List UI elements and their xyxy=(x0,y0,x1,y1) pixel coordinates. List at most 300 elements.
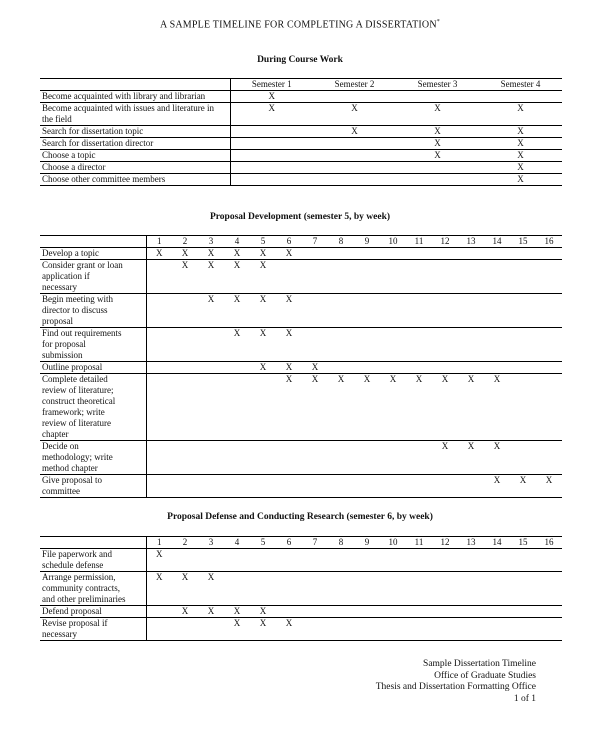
proposal-dev-row xyxy=(40,248,562,260)
proposal-dev-cell-mark: X xyxy=(432,374,458,441)
proposal-dev-cell-mark xyxy=(354,441,380,475)
proposal-dev-cell-mark xyxy=(146,294,172,328)
proposal-dev-cell-mark xyxy=(328,248,354,260)
proposal-defense-cell-mark: X xyxy=(172,606,198,618)
proposal-dev-cell-mark: X xyxy=(458,441,484,475)
coursework-row-label: Choose other committee members xyxy=(40,174,230,186)
proposal-defense-cell-mark xyxy=(380,618,406,641)
coursework-row xyxy=(40,103,562,126)
coursework-cell-mark xyxy=(396,91,479,103)
coursework-header-blank xyxy=(40,79,230,91)
proposal-defense-cell-mark: X xyxy=(250,618,276,641)
proposal-dev-cell-mark xyxy=(510,328,536,362)
proposal-dev-column-header: 7 xyxy=(302,236,328,248)
proposal-defense-cell-mark xyxy=(328,549,354,572)
proposal-dev-column-header: 15 xyxy=(510,236,536,248)
proposal-defense-cell-mark xyxy=(276,572,302,606)
proposal-dev-cell-mark: X xyxy=(380,374,406,441)
proposal-dev-cell-mark: X xyxy=(198,294,224,328)
proposal-dev-cell-mark xyxy=(380,441,406,475)
proposal-defense-cell-mark xyxy=(328,572,354,606)
proposal-dev-cell-mark xyxy=(172,362,198,374)
proposal-defense-header-blank xyxy=(40,537,146,549)
proposal-dev-cell-mark xyxy=(484,260,510,294)
proposal-dev-cell-mark xyxy=(198,328,224,362)
proposal-defense-column-header: 9 xyxy=(354,537,380,549)
proposal-dev-cell-mark xyxy=(302,475,328,498)
proposal-dev-cell-mark xyxy=(328,362,354,374)
coursework-header-row xyxy=(40,79,562,91)
proposal-defense-cell-mark xyxy=(406,618,432,641)
proposal-dev-cell-mark: X xyxy=(224,294,250,328)
coursework-cell-mark xyxy=(313,91,396,103)
proposal-defense-cell-mark: X xyxy=(224,606,250,618)
proposal-dev-cell-mark: X xyxy=(510,475,536,498)
proposal-defense-column-header: 10 xyxy=(380,537,406,549)
proposal-dev-cell-mark: X xyxy=(250,248,276,260)
footer-line-2: Office of Graduate Studies xyxy=(434,670,536,681)
proposal-defense-cell-mark xyxy=(432,572,458,606)
proposal-dev-cell-mark xyxy=(406,260,432,294)
proposal-defense-row-label: Arrange permission, community contracts, and other preliminaries xyxy=(40,572,146,606)
proposal-dev-cell-mark xyxy=(510,260,536,294)
proposal-defense-column-header: 7 xyxy=(302,537,328,549)
proposal-dev-column-header: 8 xyxy=(328,236,354,248)
proposal-dev-cell-mark: X xyxy=(276,294,302,328)
proposal-defense-cell-mark xyxy=(484,549,510,572)
proposal-defense-cell-mark xyxy=(328,606,354,618)
proposal-defense-cell-mark xyxy=(510,572,536,606)
proposal-dev-cell-mark xyxy=(484,362,510,374)
proposal-dev-cell-mark xyxy=(380,362,406,374)
proposal-defense-column-header: 16 xyxy=(536,537,562,549)
proposal-dev-cell-mark xyxy=(458,362,484,374)
proposal-defense-row-label: File paperwork and schedule defense xyxy=(40,549,146,572)
proposal-dev-cell-mark: X xyxy=(328,374,354,441)
proposal-defense-column-header: 12 xyxy=(432,537,458,549)
proposal-dev-column-header: 3 xyxy=(198,236,224,248)
coursework-column-header: Semester 3 xyxy=(396,79,479,91)
proposal-defense-table xyxy=(40,536,562,641)
proposal-dev-row-label: Give proposal to committee xyxy=(40,475,146,498)
proposal-dev-cell-mark xyxy=(302,294,328,328)
proposal-dev-cell-mark xyxy=(432,475,458,498)
proposal-dev-row-label: Begin meeting with director to discuss proposal xyxy=(40,294,146,328)
coursework-cell-mark xyxy=(396,174,479,186)
proposal-dev-cell-mark: X xyxy=(276,362,302,374)
coursework-cell-mark: X xyxy=(396,138,479,150)
proposal-dev-column-header: 10 xyxy=(380,236,406,248)
proposal-defense-cell-mark xyxy=(354,549,380,572)
coursework-cell-mark: X xyxy=(479,138,562,150)
proposal-dev-cell-mark xyxy=(536,374,562,441)
proposal-dev-cell-mark: X xyxy=(354,374,380,441)
proposal-defense-cell-mark xyxy=(172,549,198,572)
proposal-defense-column-header: 3 xyxy=(198,537,224,549)
proposal-defense-column-header: 11 xyxy=(406,537,432,549)
coursework-cell-mark xyxy=(313,162,396,174)
proposal-dev-row xyxy=(40,475,562,498)
proposal-dev-cell-mark xyxy=(458,260,484,294)
proposal-defense-row xyxy=(40,618,562,641)
proposal-defense-cell-mark xyxy=(536,618,562,641)
footer-line-3: Thesis and Dissertation Formatting Office xyxy=(375,682,536,693)
proposal-dev-column-header: 2 xyxy=(172,236,198,248)
coursework-table xyxy=(40,78,562,186)
coursework-cell-mark: X xyxy=(479,126,562,138)
coursework-row-label: Choose a director xyxy=(40,162,230,174)
proposal-defense-cell-mark xyxy=(224,549,250,572)
proposal-defense-cell-mark xyxy=(510,606,536,618)
proposal-dev-cell-mark xyxy=(276,441,302,475)
proposal-dev-column-header: 6 xyxy=(276,236,302,248)
coursework-cell-mark: X xyxy=(396,103,479,126)
coursework-cell-mark xyxy=(313,138,396,150)
proposal-dev-cell-mark xyxy=(146,328,172,362)
proposal-dev-cell-mark: X xyxy=(484,475,510,498)
coursework-row xyxy=(40,91,562,103)
proposal-defense-cell-mark xyxy=(224,572,250,606)
proposal-dev-cell-mark xyxy=(198,362,224,374)
proposal-dev-row xyxy=(40,362,562,374)
proposal-dev-cell-mark xyxy=(432,294,458,328)
proposal-defense-row-label: Defend proposal xyxy=(40,606,146,618)
document-title xyxy=(0,19,600,30)
coursework-cell-mark xyxy=(230,162,313,174)
coursework-column-header: Semester 4 xyxy=(479,79,562,91)
proposal-dev-row xyxy=(40,294,562,328)
proposal-defense-row xyxy=(40,606,562,618)
proposal-dev-cell-mark xyxy=(484,294,510,328)
proposal-dev-cell-mark: X xyxy=(536,475,562,498)
proposal-dev-cell-mark xyxy=(432,260,458,294)
proposal-defense-cell-mark xyxy=(250,572,276,606)
proposal-dev-cell-mark xyxy=(510,362,536,374)
title-footnote-mark: * xyxy=(436,19,440,25)
proposal-dev-cell-mark: X xyxy=(250,294,276,328)
proposal-defense-cell-mark xyxy=(276,606,302,618)
proposal-dev-cell-mark xyxy=(302,260,328,294)
coursework-cell-mark: X xyxy=(230,91,313,103)
proposal-dev-cell-mark xyxy=(250,441,276,475)
footer-page-number: 1 of 1 xyxy=(513,693,536,704)
proposal-dev-column-header: 16 xyxy=(536,236,562,248)
proposal-dev-cell-mark: X xyxy=(276,248,302,260)
proposal-dev-cell-mark xyxy=(536,441,562,475)
coursework-row-label: Become acquainted with issues and literature in the field xyxy=(40,103,230,126)
proposal-dev-cell-mark xyxy=(172,374,198,441)
proposal-dev-header-blank xyxy=(40,236,146,248)
coursework-cell-mark xyxy=(479,91,562,103)
proposal-defense-cell-mark xyxy=(250,549,276,572)
proposal-dev-cell-mark xyxy=(458,248,484,260)
coursework-row-label: Search for dissertation topic xyxy=(40,126,230,138)
proposal-defense-cell-mark: X xyxy=(224,618,250,641)
proposal-dev-cell-mark xyxy=(328,294,354,328)
proposal-dev-cell-mark xyxy=(146,441,172,475)
proposal-dev-cell-mark xyxy=(224,441,250,475)
coursework-cell-mark xyxy=(230,150,313,162)
proposal-dev-cell-mark xyxy=(536,260,562,294)
coursework-cell-mark xyxy=(313,174,396,186)
proposal-defense-cell-mark xyxy=(510,618,536,641)
proposal-defense-row xyxy=(40,572,562,606)
proposal-defense-cell-mark xyxy=(406,572,432,606)
proposal-defense-column-header: 6 xyxy=(276,537,302,549)
proposal-defense-cell-mark xyxy=(354,606,380,618)
proposal-defense-cell-mark xyxy=(510,549,536,572)
proposal-dev-cell-mark: X xyxy=(224,248,250,260)
proposal-dev-cell-mark xyxy=(328,260,354,294)
proposal-dev-cell-mark: X xyxy=(224,260,250,294)
proposal-dev-cell-mark xyxy=(302,328,328,362)
coursework-row xyxy=(40,174,562,186)
proposal-dev-row xyxy=(40,441,562,475)
proposal-defense-cell-mark xyxy=(458,572,484,606)
proposal-dev-row-label: Decide on methodology; write method chapter xyxy=(40,441,146,475)
proposal-defense-cell-mark xyxy=(380,606,406,618)
proposal-defense-column-header: 13 xyxy=(458,537,484,549)
proposal-dev-header-row xyxy=(40,236,562,248)
proposal-defense-cell-mark xyxy=(146,618,172,641)
proposal-defense-column-header: 5 xyxy=(250,537,276,549)
proposal-defense-cell-mark xyxy=(432,606,458,618)
proposal-dev-cell-mark xyxy=(536,362,562,374)
proposal-defense-cell-mark xyxy=(354,618,380,641)
proposal-dev-cell-mark xyxy=(198,374,224,441)
proposal-dev-cell-mark xyxy=(302,248,328,260)
coursework-cell-mark: X xyxy=(313,126,396,138)
proposal-defense-cell-mark: X xyxy=(198,572,224,606)
coursework-column-header: Semester 1 xyxy=(230,79,313,91)
footer-block xyxy=(376,659,536,705)
proposal-dev-cell-mark xyxy=(354,328,380,362)
proposal-defense-cell-mark xyxy=(458,549,484,572)
proposal-dev-cell-mark xyxy=(536,248,562,260)
proposal-defense-cell-mark xyxy=(536,606,562,618)
proposal-dev-cell-mark xyxy=(172,441,198,475)
proposal-dev-row-label: Outline proposal xyxy=(40,362,146,374)
proposal-defense-cell-mark xyxy=(302,606,328,618)
proposal-dev-cell-mark xyxy=(328,328,354,362)
proposal-defense-cell-mark xyxy=(302,549,328,572)
proposal-dev-cell-mark: X xyxy=(484,441,510,475)
proposal-defense-column-header: 8 xyxy=(328,537,354,549)
proposal-dev-cell-mark: X xyxy=(302,362,328,374)
coursework-cell-mark: X xyxy=(479,174,562,186)
proposal-dev-cell-mark: X xyxy=(198,248,224,260)
proposal-defense-cell-mark xyxy=(198,549,224,572)
coursework-row xyxy=(40,150,562,162)
proposal-defense-cell-mark xyxy=(406,549,432,572)
proposal-dev-cell-mark xyxy=(328,441,354,475)
coursework-row xyxy=(40,138,562,150)
proposal-dev-cell-mark xyxy=(224,374,250,441)
proposal-defense-cell-mark xyxy=(354,572,380,606)
proposal-dev-cell-mark xyxy=(510,374,536,441)
proposal-dev-cell-mark xyxy=(172,294,198,328)
proposal-defense-cell-mark: X xyxy=(146,572,172,606)
proposal-defense-cell-mark xyxy=(198,618,224,641)
proposal-dev-cell-mark xyxy=(354,260,380,294)
coursework-row-label: Become acquainted with library and librarian xyxy=(40,91,230,103)
proposal-dev-column-header: 5 xyxy=(250,236,276,248)
proposal-dev-row-label: Develop a topic xyxy=(40,248,146,260)
proposal-dev-cell-mark xyxy=(458,475,484,498)
proposal-defense-cell-mark: X xyxy=(198,606,224,618)
coursework-cell-mark: X xyxy=(396,150,479,162)
proposal-dev-cell-mark xyxy=(510,441,536,475)
proposal-dev-cell-mark xyxy=(354,294,380,328)
proposal-defense-cell-mark xyxy=(380,572,406,606)
proposal-dev-cell-mark xyxy=(354,248,380,260)
proposal-defense-row-label: Revise proposal if necessary xyxy=(40,618,146,641)
coursework-row xyxy=(40,126,562,138)
proposal-dev-cell-mark: X xyxy=(224,328,250,362)
proposal-dev-cell-mark xyxy=(328,475,354,498)
proposal-dev-cell-mark xyxy=(250,475,276,498)
proposal-defense-cell-mark xyxy=(536,572,562,606)
coursework-cell-mark: X xyxy=(230,103,313,126)
proposal-defense-cell-mark xyxy=(432,618,458,641)
proposal-dev-column-header: 1 xyxy=(146,236,172,248)
proposal-dev-table xyxy=(40,235,562,498)
proposal-dev-heading: Proposal Development (semester 5, by week) xyxy=(209,212,391,222)
proposal-dev-row xyxy=(40,374,562,441)
proposal-defense-cell-mark xyxy=(406,606,432,618)
proposal-dev-cell-mark xyxy=(536,328,562,362)
proposal-defense-heading: Proposal Defense and Conducting Research (semester 6, by week) xyxy=(167,512,433,522)
proposal-dev-cell-mark xyxy=(172,475,198,498)
proposal-dev-cell-mark: X xyxy=(276,328,302,362)
coursework-cell-mark xyxy=(230,174,313,186)
proposal-dev-column-header: 4 xyxy=(224,236,250,248)
proposal-dev-cell-mark: X xyxy=(432,441,458,475)
coursework-cell-mark xyxy=(230,126,313,138)
proposal-defense-cell-mark xyxy=(458,606,484,618)
proposal-defense-cell-mark xyxy=(328,618,354,641)
coursework-row-label: Search for dissertation director xyxy=(40,138,230,150)
proposal-dev-cell-mark: X xyxy=(172,260,198,294)
coursework-cell-mark: X xyxy=(479,103,562,126)
proposal-dev-cell-mark: X xyxy=(484,374,510,441)
proposal-defense-cell-mark xyxy=(302,618,328,641)
proposal-dev-row xyxy=(40,260,562,294)
proposal-dev-cell-mark: X xyxy=(172,248,198,260)
proposal-defense-header-row xyxy=(40,537,562,549)
proposal-dev-column-header: 9 xyxy=(354,236,380,248)
proposal-dev-cell-mark xyxy=(276,475,302,498)
coursework-cell-mark xyxy=(396,162,479,174)
proposal-dev-cell-mark xyxy=(432,362,458,374)
title-text: A SAMPLE TIMELINE FOR COMPLETING A DISSERTATION xyxy=(160,19,437,31)
proposal-dev-row xyxy=(40,328,562,362)
proposal-defense-cell-mark xyxy=(380,549,406,572)
proposal-dev-cell-mark: X xyxy=(250,362,276,374)
proposal-dev-cell-mark xyxy=(406,294,432,328)
proposal-dev-cell-mark xyxy=(250,374,276,441)
proposal-dev-cell-mark: X xyxy=(146,248,172,260)
proposal-defense-cell-mark xyxy=(146,606,172,618)
coursework-cell-mark: X xyxy=(479,162,562,174)
coursework-cell-mark: X xyxy=(479,150,562,162)
proposal-defense-cell-mark xyxy=(302,572,328,606)
proposal-dev-cell-mark xyxy=(406,328,432,362)
proposal-dev-column-header: 12 xyxy=(432,236,458,248)
proposal-dev-cell-mark xyxy=(536,294,562,328)
proposal-dev-cell-mark xyxy=(198,475,224,498)
proposal-dev-cell-mark: X xyxy=(458,374,484,441)
proposal-defense-cell-mark xyxy=(536,549,562,572)
proposal-dev-cell-mark xyxy=(354,362,380,374)
proposal-dev-cell-mark xyxy=(432,328,458,362)
proposal-dev-cell-mark xyxy=(406,248,432,260)
coursework-row-label: Choose a topic xyxy=(40,150,230,162)
proposal-dev-cell-mark xyxy=(146,475,172,498)
proposal-defense-cell-mark xyxy=(484,618,510,641)
proposal-dev-cell-mark xyxy=(406,441,432,475)
coursework-cell-mark xyxy=(230,138,313,150)
proposal-dev-cell-mark xyxy=(406,475,432,498)
coursework-cell-mark: X xyxy=(396,126,479,138)
proposal-dev-cell-mark xyxy=(484,328,510,362)
proposal-dev-cell-mark xyxy=(146,362,172,374)
proposal-defense-column-header: 1 xyxy=(146,537,172,549)
proposal-dev-cell-mark: X xyxy=(250,328,276,362)
proposal-dev-cell-mark xyxy=(406,362,432,374)
proposal-defense-column-header: 15 xyxy=(510,537,536,549)
proposal-dev-cell-mark xyxy=(302,441,328,475)
proposal-dev-row-label: Consider grant or loan application if necessary xyxy=(40,260,146,294)
proposal-dev-cell-mark xyxy=(224,475,250,498)
proposal-defense-row xyxy=(40,549,562,572)
proposal-defense-column-header: 4 xyxy=(224,537,250,549)
proposal-dev-row-label: Find out requirements for proposal submission xyxy=(40,328,146,362)
coursework-cell-mark: X xyxy=(313,103,396,126)
proposal-dev-cell-mark xyxy=(380,475,406,498)
proposal-dev-cell-mark xyxy=(380,328,406,362)
proposal-dev-cell-mark: X xyxy=(276,374,302,441)
proposal-dev-cell-mark xyxy=(380,248,406,260)
proposal-dev-cell-mark xyxy=(380,294,406,328)
proposal-defense-cell-mark: X xyxy=(146,549,172,572)
proposal-defense-cell-mark xyxy=(276,549,302,572)
proposal-dev-cell-mark xyxy=(354,475,380,498)
proposal-defense-column-header: 14 xyxy=(484,537,510,549)
proposal-defense-cell-mark: X xyxy=(250,606,276,618)
proposal-defense-column-header: 2 xyxy=(172,537,198,549)
proposal-dev-cell-mark: X xyxy=(406,374,432,441)
proposal-dev-cell-mark xyxy=(458,294,484,328)
proposal-dev-cell-mark xyxy=(276,260,302,294)
proposal-dev-cell-mark: X xyxy=(302,374,328,441)
proposal-dev-cell-mark xyxy=(380,260,406,294)
proposal-dev-cell-mark xyxy=(146,260,172,294)
proposal-dev-cell-mark xyxy=(458,328,484,362)
proposal-dev-cell-mark xyxy=(484,248,510,260)
proposal-dev-cell-mark: X xyxy=(250,260,276,294)
proposal-defense-cell-mark xyxy=(432,549,458,572)
proposal-dev-column-header: 14 xyxy=(484,236,510,248)
proposal-defense-cell-mark xyxy=(484,572,510,606)
coursework-cell-mark xyxy=(313,150,396,162)
proposal-dev-column-header: 13 xyxy=(458,236,484,248)
coursework-column-header: Semester 2 xyxy=(313,79,396,91)
proposal-dev-cell-mark xyxy=(510,248,536,260)
proposal-defense-cell-mark xyxy=(484,606,510,618)
proposal-dev-cell-mark xyxy=(432,248,458,260)
proposal-dev-cell-mark xyxy=(146,374,172,441)
